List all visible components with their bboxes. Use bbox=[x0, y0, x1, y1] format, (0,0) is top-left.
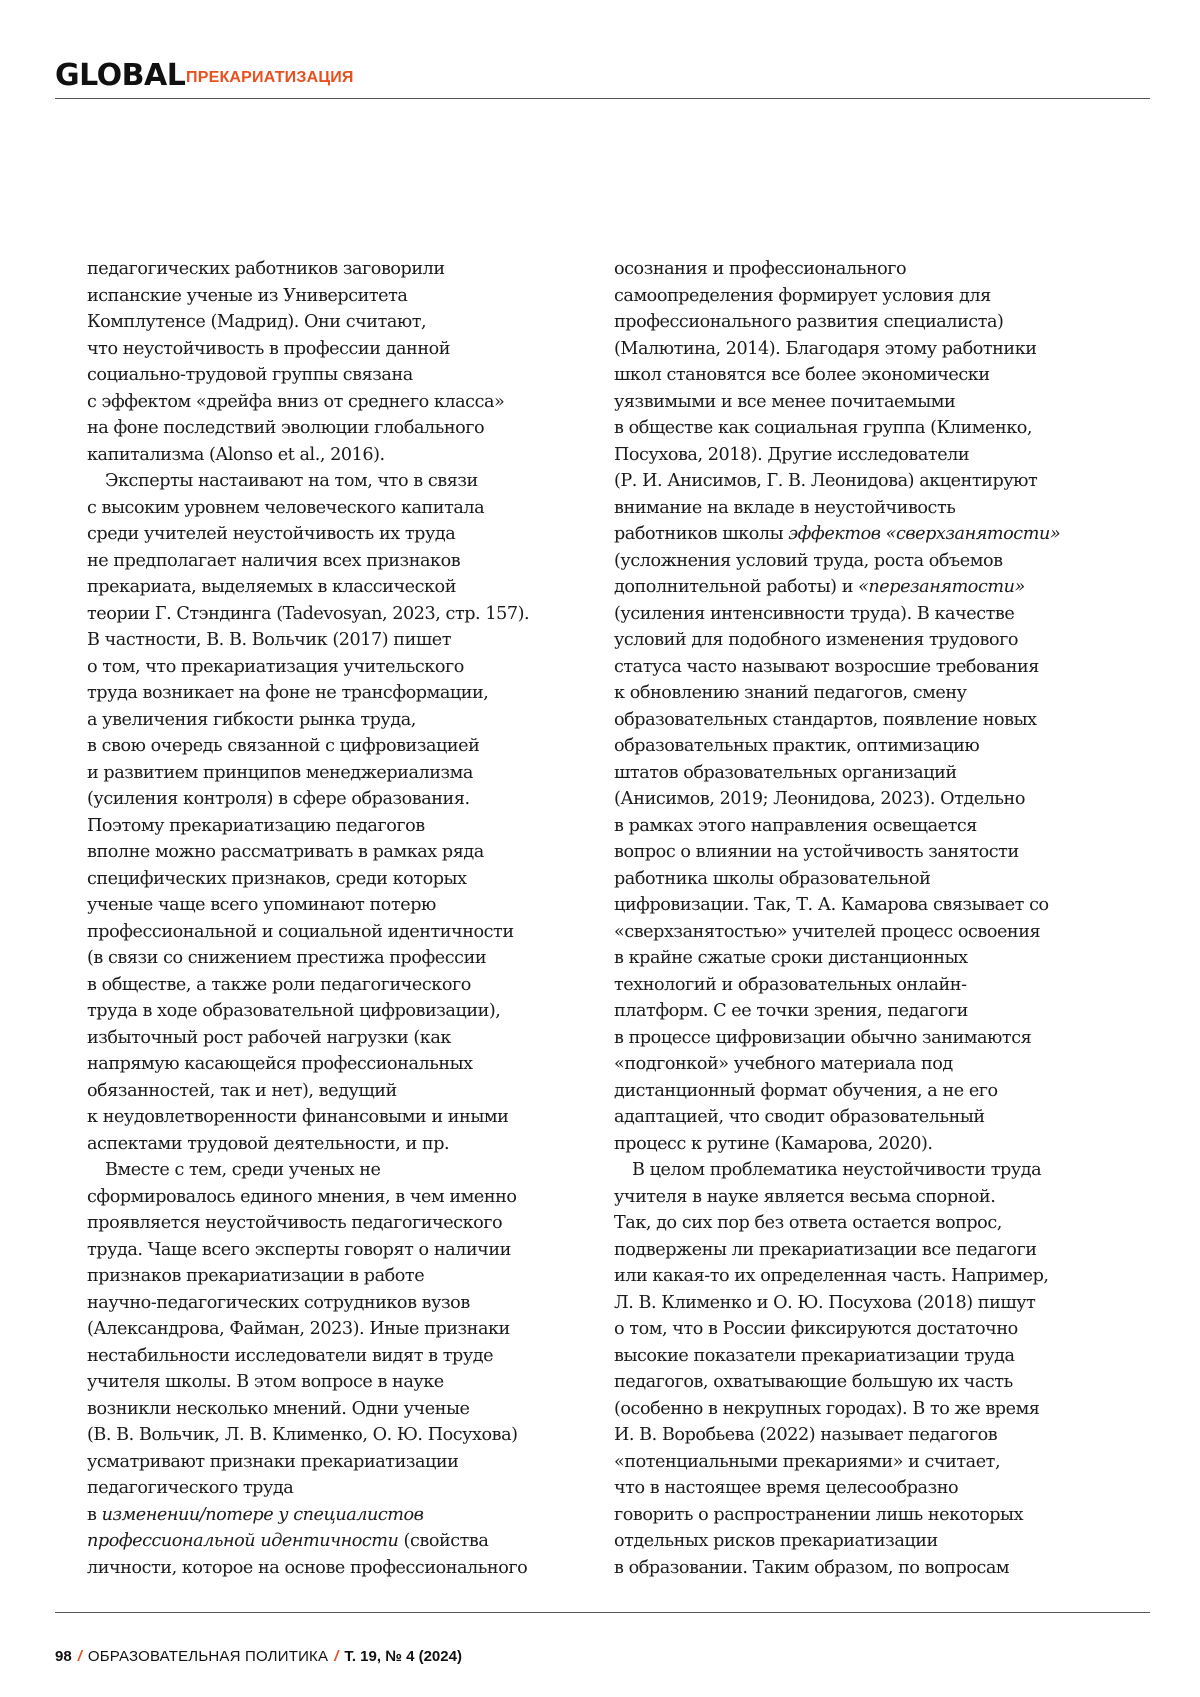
text-line: на фоне последствий эволюции глобального bbox=[87, 415, 612, 442]
text-line: Посухова, 2018). Другие исследователи bbox=[614, 442, 1139, 469]
journal-issue: Т. 19, № 4 (2024) bbox=[344, 1648, 462, 1665]
section-title: ПРЕКАРИАТИЗАЦИЯ bbox=[186, 69, 354, 87]
text-line: уязвимыми и все менее почитаемыми bbox=[614, 389, 1139, 416]
text-line: И. В. Воробьева (2022) называет педагогов bbox=[614, 1422, 1139, 1449]
text-line: в обществе как социальная группа (Клименко, bbox=[614, 415, 1139, 442]
text-line: платформ. С ее точки зрения, педагоги bbox=[614, 998, 1139, 1025]
text-line: социально-трудовой группы связана bbox=[87, 362, 612, 389]
text-line: высокие показатели прекариатизации труда bbox=[614, 1343, 1139, 1370]
text-line: Поэтому прекариатизацию педагогов bbox=[87, 813, 612, 840]
text-line: учителя в науке является весьма спорной. bbox=[614, 1184, 1139, 1211]
text-line: дистанционный формат обучения, а не его bbox=[614, 1078, 1139, 1105]
text-line: педагогов, охватывающие большую их часть bbox=[614, 1369, 1139, 1396]
text-line: адаптацией, что сводит образовательный bbox=[614, 1104, 1139, 1131]
text-line: (усложнения условий труда, роста объемов bbox=[614, 548, 1139, 575]
text-line: труда возникает на фоне не трансформации, bbox=[87, 680, 612, 707]
text-line: Комплутенсе (Мадрид). Они считают, bbox=[87, 309, 612, 336]
text-line: работников школы эффектов «сверхзанятости» bbox=[614, 521, 1139, 548]
text-line: в крайне сжатые сроки дистанционных bbox=[614, 945, 1139, 972]
text-line: (Анисимов, 2019; Леонидова, 2023). Отдельно bbox=[614, 786, 1139, 813]
italic-phrase: эффектов «сверхзанятости» bbox=[788, 524, 1060, 544]
text-line: самоопределения формирует условия для bbox=[614, 283, 1139, 310]
text-line: учителя школы. В этом вопросе в науке bbox=[87, 1369, 612, 1396]
text-line: или какая-то их определенная часть. Например, bbox=[614, 1263, 1139, 1290]
text-line: (особенно в некрупных городах). В то же время bbox=[614, 1396, 1139, 1423]
text-line: профессионального развития специалиста) bbox=[614, 309, 1139, 336]
text-line: нестабильности исследователи видят в труде bbox=[87, 1343, 612, 1370]
text-line: (усиления контроля) в сфере образования. bbox=[87, 786, 612, 813]
text-line: образовательных стандартов, появление новых bbox=[614, 707, 1139, 734]
text-line: (В. В. Вольчик, Л. В. Клименко, О. Ю. Посухова) bbox=[87, 1422, 612, 1449]
text-line: технологий и образовательных онлайн- bbox=[614, 972, 1139, 999]
italic-phrase: изменении/потере у специалистов bbox=[102, 1505, 424, 1525]
text-line: в процессе цифровизации обычно занимаются bbox=[614, 1025, 1139, 1052]
right-text-column bbox=[614, 256, 1139, 1581]
text-line: с эффектом «дрейфа вниз от среднего класса» bbox=[87, 389, 612, 416]
text-line: (усиления интенсивности труда). В качестве bbox=[614, 601, 1139, 628]
text-line: прекариата, выделяемых в классической bbox=[87, 574, 612, 601]
page-number: 98 bbox=[55, 1648, 72, 1665]
page-header bbox=[55, 52, 1150, 99]
left-text-column bbox=[87, 256, 612, 1581]
text-line: (Малютина, 2014). Благодаря этому работники bbox=[614, 336, 1139, 363]
text-line: в свою очередь связанной с цифровизацией bbox=[87, 733, 612, 760]
text-line: избыточный рост рабочей нагрузки (как bbox=[87, 1025, 612, 1052]
text-line: внимание на вкладе в неустойчивость bbox=[614, 495, 1139, 522]
text-line: педагогического труда bbox=[87, 1475, 612, 1502]
text-line: (Александрова, Файман, 2023). Иные признаки bbox=[87, 1316, 612, 1343]
text-line: профессиональной идентичности (свойства bbox=[87, 1528, 612, 1555]
text-line: в обществе, а также роли педагогического bbox=[87, 972, 612, 999]
text-line: «потенциальными прекариями» и считает, bbox=[614, 1449, 1139, 1476]
text-line: сформировалось единого мнения, в чем именно bbox=[87, 1184, 612, 1211]
text-line: признаков прекариатизации в работе bbox=[87, 1263, 612, 1290]
text-line: теории Г. Стэндинга (Tadevosyan, 2023, стр. 157). bbox=[87, 601, 612, 628]
text-line: (Р. И. Анисимов, Г. В. Леонидова) акцентируют bbox=[614, 468, 1139, 495]
text-line: к неудовлетворенности финансовыми и иными bbox=[87, 1104, 612, 1131]
text-line: в изменении/потере у специалистов bbox=[87, 1502, 612, 1529]
footer-divider bbox=[55, 1612, 1150, 1613]
footer-separator: / bbox=[78, 1648, 82, 1665]
brand-title: GLOBAL bbox=[55, 58, 185, 93]
text-line: обязанностей, так и нет), ведущий bbox=[87, 1078, 612, 1105]
text-line: в рамках этого направления освещается bbox=[614, 813, 1139, 840]
text-line: школ становятся все более экономически bbox=[614, 362, 1139, 389]
text-line: условий для подобного изменения трудового bbox=[614, 627, 1139, 654]
text-line: штатов образовательных организаций bbox=[614, 760, 1139, 787]
paragraph-start-line: Вместе с тем, среди ученых не bbox=[87, 1157, 612, 1184]
text-line: что в настоящее время целесообразно bbox=[614, 1475, 1139, 1502]
text-line: работника школы образовательной bbox=[614, 866, 1139, 893]
text-line: аспектами трудовой деятельности, и пр. bbox=[87, 1131, 612, 1158]
text-line: статуса часто называют возросшие требования bbox=[614, 654, 1139, 681]
italic-phrase: «перезанятости» bbox=[858, 577, 1025, 597]
text-line: а увеличения гибкости рынка труда, bbox=[87, 707, 612, 734]
text-line: В частности, В. В. Вольчик (2017) пишет bbox=[87, 627, 612, 654]
text-line: процесс к рутине (Камарова, 2020). bbox=[614, 1131, 1139, 1158]
page-footer bbox=[55, 1648, 462, 1665]
text-line: дополнительной работы) и «перезанятости» bbox=[614, 574, 1139, 601]
text-line: личности, которое на основе профессионального bbox=[87, 1555, 612, 1582]
text-line: напрямую касающейся профессиональных bbox=[87, 1051, 612, 1078]
text-line: вопрос о влиянии на устойчивость занятости bbox=[614, 839, 1139, 866]
footer-separator: / bbox=[334, 1648, 338, 1665]
paragraph-start-line: В целом проблематика неустойчивости труда bbox=[614, 1157, 1139, 1184]
text-line: цифровизации. Так, Т. А. Камарова связывает со bbox=[614, 892, 1139, 919]
text-line: «подгонкой» учебного материала под bbox=[614, 1051, 1139, 1078]
text-line: говорить о распространении лишь некоторых bbox=[614, 1502, 1139, 1529]
text-line: (в связи со снижением престижа профессии bbox=[87, 945, 612, 972]
text-line: ученые чаще всего упоминают потерю bbox=[87, 892, 612, 919]
text-line: вполне можно рассматривать в рамках ряда bbox=[87, 839, 612, 866]
paragraph-start-line: Эксперты настаивают на том, что в связи bbox=[87, 468, 612, 495]
text-line: проявляется неустойчивость педагогического bbox=[87, 1210, 612, 1237]
text-line: не предполагает наличия всех признаков bbox=[87, 548, 612, 575]
text-line: «сверхзанятостью» учителей процесс освоения bbox=[614, 919, 1139, 946]
text-line: осознания и профессионального bbox=[614, 256, 1139, 283]
text-line: специфических признаков, среди которых bbox=[87, 866, 612, 893]
text-line: в образовании. Таким образом, по вопросам bbox=[614, 1555, 1139, 1582]
text-line: педагогических работников заговорили bbox=[87, 256, 612, 283]
journal-title: ОБРАЗОВАТЕЛЬНАЯ ПОЛИТИКА bbox=[88, 1648, 328, 1665]
text-line: с высоким уровнем человеческого капитала bbox=[87, 495, 612, 522]
text-line: о том, что в России фиксируются достаточно bbox=[614, 1316, 1139, 1343]
text-line: отдельных рисков прекариатизации bbox=[614, 1528, 1139, 1555]
text-line: подвержены ли прекариатизации все педагоги bbox=[614, 1237, 1139, 1264]
text-line: и развитием принципов менеджериализма bbox=[87, 760, 612, 787]
text-line: капитализма (Alonso et al., 2016). bbox=[87, 442, 612, 469]
text-line: усматривают признаки прекариатизации bbox=[87, 1449, 612, 1476]
text-line: возникли несколько мнений. Одни ученые bbox=[87, 1396, 612, 1423]
text-line: труда в ходе образовательной цифровизации), bbox=[87, 998, 612, 1025]
text-line: среди учителей неустойчивость их труда bbox=[87, 521, 612, 548]
text-line: научно-педагогических сотрудников вузов bbox=[87, 1290, 612, 1317]
text-line: профессиональной и социальной идентичности bbox=[87, 919, 612, 946]
text-line: к обновлению знаний педагогов, смену bbox=[614, 680, 1139, 707]
text-line: о том, что прекариатизация учительского bbox=[87, 654, 612, 681]
italic-phrase: профессиональной идентичности bbox=[87, 1531, 398, 1551]
text-line: Так, до сих пор без ответа остается вопрос, bbox=[614, 1210, 1139, 1237]
text-line: что неустойчивость в профессии данной bbox=[87, 336, 612, 363]
text-line: испанские ученые из Университета bbox=[87, 283, 612, 310]
text-line: труда. Чаще всего эксперты говорят о наличии bbox=[87, 1237, 612, 1264]
text-line: Л. В. Клименко и О. Ю. Посухова (2018) пишут bbox=[614, 1290, 1139, 1317]
text-line: образовательных практик, оптимизацию bbox=[614, 733, 1139, 760]
